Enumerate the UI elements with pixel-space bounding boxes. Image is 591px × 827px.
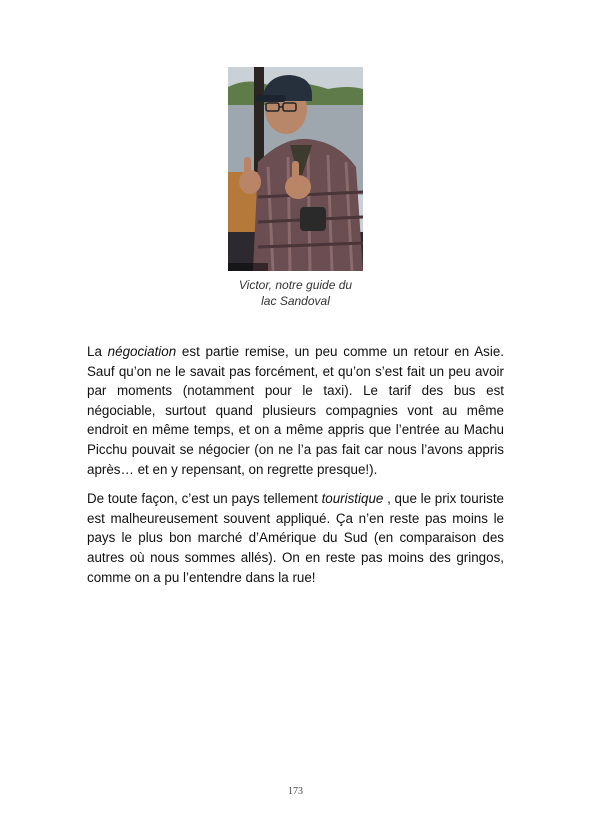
- paragraph-2-text-end: , que le prix touriste est malheureusement souvent appliqué. Ça n’en reste pas moins le pays le plus bon marché d’Amérique du Sud (en comparaison des autres où nous sommes allés). On en reste pas moins des gringos, comme on a pu l’entendre dans la rue!: [87, 491, 504, 585]
- caption-line-2: lac Sandoval: [261, 294, 330, 308]
- paragraph-1-emphasis: négociation: [107, 344, 177, 359]
- paragraph-1-text-start: La: [87, 344, 108, 359]
- paragraph-negotiation: [87, 342, 504, 479]
- guide-photo-illustration: [228, 67, 363, 271]
- body-text: [87, 342, 504, 597]
- guide-photo: [228, 67, 363, 271]
- paragraph-2-text-start: De toute façon, c’est un pays tellement: [87, 491, 322, 507]
- page-number: 173: [288, 786, 303, 797]
- paragraph-tourist-prices: [87, 489, 504, 587]
- paragraph-1-text-end: est partie remise, un peu comme un retour en Asie. Sauf qu’on ne le savait pas forcément, et qu’on s’est fait un peu avoir par moments (notamment pour le taxi). Le tarif des bus est négociable, surtout quand plusieurs compagnies vont au même endroit en même temps, et on a même appris que l’entrée au Machu Picchu pouvait se négocier (on ne l’a pas fait car nous l’avons appris après… et en y repensant, on regrette presque!).: [87, 344, 504, 477]
- caption-line-1: Victor, notre guide du: [238, 278, 353, 292]
- paragraph-2-emphasis: touristique: [321, 491, 384, 507]
- photo-caption: [200, 277, 391, 309]
